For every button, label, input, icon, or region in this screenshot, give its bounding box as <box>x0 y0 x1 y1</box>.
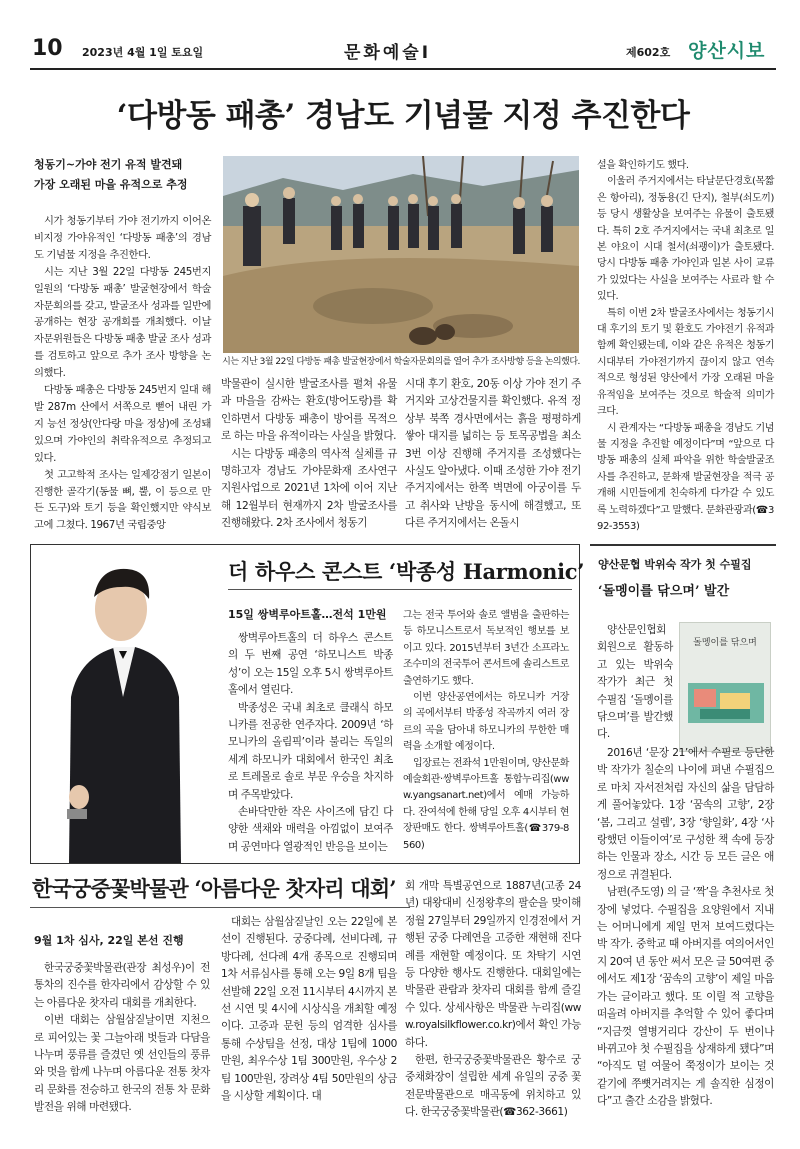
paragraph: 쌍벽루아트홀의 더 하우스 콘스트의 두 번째 공연 ‘하모니스트 박종성’이 오는 15일 오후 5시 쌍벽루아트홀에서 열린다. <box>228 632 393 697</box>
photo-caption: 시는 지난 3월 22일 다방동 패총 발굴현장에서 학술자문회의를 열어 추가 조사방향 등을 논의했다. <box>222 357 580 367</box>
paragraph: 그는 전국 투어와 솔로 앨범을 출판하는 등 하모니스트로서 독보적인 행보를 보이고 있다. 2015년부터 3년간 소프라노 조수미의 전국투어 콘서트에 솔리스트로 출연하기도 했다. <box>403 610 569 687</box>
paragraph: 한편, 한국궁중꽃박물관은 황수로 궁중채화장이 설립한 세계 유일의 궁중 꽃 전문박물관으로 매곡동에 위치하고 있다. 한국궁중꽃박물관(☎362-3661) <box>405 1054 581 1119</box>
excavation-photo <box>223 156 579 353</box>
concert-column-1 <box>228 630 393 856</box>
book-cover <box>679 622 771 752</box>
issue-number: 제602호 <box>626 46 671 59</box>
paragraph: 대회는 삼월삼짇날인 오는 22일에 본선이 진행된다. 궁중다례, 선비다례, 규방다례, 선다례 4개 종목으로 진행되며 1차 서류심사를 통해 오는 9일 8개 팀을 선발해 22일 오전 11시부터 4시까지 본선 시연 및 4시에 시상식을 개최할 예정이다. 고증과 문헌 등의 엄격한 심사를 통해 수상팀을 선정, 대상 1팀에 1000만원, 최우수상 1팀 300만원, 우수상 2팀 100만원, 장려상 4팀 50만원의 상금을 시상할 계획이다. 대 <box>221 916 397 1103</box>
paragraph: 이울러 주거지에서는 타날문단경호(목짧은 항아리), 정동용(긴 단지), 철부(쇠도끼) 등 당시 생활상을 보여주는 유물이 출토됐다. 특히 2호 주거지에서는 국내 최초로 일본 야요이 시대 철서(쇠괭이)가 출토됐다. 당시 다방동 패총 가야인과 일본 사이 교류가 있었다는 사실을 보여주는 사료라 할 수 있다. <box>597 176 774 303</box>
museum-column-1 <box>34 960 210 1117</box>
museum-subhead: 9월 1차 심사, 22일 본선 진행 <box>34 934 184 947</box>
issue-date: 2023년 4월 1일 토요일 <box>82 46 204 59</box>
masthead-rule <box>30 68 776 70</box>
lead-subhead: 청동기~가야 전기 유적 발견돼 <box>34 158 183 171</box>
book-subhead: 양산문협 박위숙 작가 첫 수필집 <box>598 558 752 571</box>
paragraph: 박종성은 국내 최초로 클래식 하모니카를 전공한 연주자다. 2009년 ‘하모니카의 올림픽’이라 불리는 독일의 세계 하모니카 대회에서 한국인 최초로 트레몰로 솔로 부문 우승을 차지하며 주목받았다. <box>228 701 393 801</box>
paragraph: 2016년 ‘문장 21’에서 수필로 등단한 박 작가가 칠순의 나이에 펴낸 수필집으로 마치 자서전처럼 자신의 삶을 담담하게 풀어놓았다. 1장 ‘꿈속의 고향’, 2장 ‘봄, 그리고 설렘’, 3장 ‘향일화’, 4장 ‘사랑했던 이들이여’로 구성한 책 속에 등장하는 인물과 장소, 시간 등 모든 글은 애정으로 귀결된다. <box>597 747 774 881</box>
paragraph: 입장료는 전좌석 1만원이며, 양산문화예술회관·쌍벽루아트홀 통합누리집(www.yangsanart.net)에서 예매 가능하다. 잔여석에 한해 당일 오후 4시부터 현장판매도 한다. 쌍벽루아트홀(☎379-8560) <box>403 757 569 851</box>
paragraph: 이번 양산공연에서는 하모니카 거장의 곡에서부터 박종성 작곡까지 여러 장르의 곡을 담아내 하모니카의 무한한 매력을 소개할 예정이다. <box>403 692 569 753</box>
paragraph: 양산문인협회 회원으로 활동하고 있는 박위숙 작가가 최근 첫 수필집 ‘돌멩이를 닦으며’를 발간했다. <box>597 624 673 741</box>
performer-photo <box>39 547 229 863</box>
paragraph: 시가 청동기부터 가야 전기까지 이어온 비지정 가야유적인 ‘다방동 패총’의 경남도 기념물 지정을 추진한다. <box>34 215 211 261</box>
book-column-1 <box>597 622 673 744</box>
museum-column-2 <box>221 914 397 1105</box>
lead-column-2 <box>221 376 397 533</box>
book-top-rule <box>590 544 776 546</box>
book-column-2 <box>597 745 774 1111</box>
lead-column-4 <box>597 158 774 535</box>
paragraph: 이번 대회는 삼월삼짇날이면 지천으로 피어있는 꽃 그늘아래 벗들과 다담을 나누며 풍류를 즐겼던 옛 선인들의 풍류와 멋을 함께 나누며 아름다운 전통 찻자리 문화를 전승하고 한국의 전통 차 문화 발전을 위해 마련됐다. <box>34 1014 210 1114</box>
museum-column-3 <box>405 878 581 1122</box>
museum-headline-rule <box>30 907 410 908</box>
lead-headline: ‘다방동 패총’ 경남도 기념물 지정 추진한다 <box>116 98 690 134</box>
concert-subhead: 15일 쌍벽루아트홀…전석 1만원 <box>228 608 387 621</box>
paragraph: 다방동 패총은 다방동 245번지 일대 해발 287m 산에서 서쪽으로 뻗어 내린 가지 능선 정상(안다랑 마을 정상)에 조성돼 있으며 가야인의 취락유적으로 추정되고 있다. <box>34 384 211 464</box>
lead-column-3 <box>405 376 581 533</box>
lead-subheads <box>34 155 187 195</box>
paragraph: 한국궁중꽃박물관(관장 최성우)이 전통차의 진수를 한자리에서 감상할 수 있는 아름다운 찻자리 대회를 개최한다. <box>34 962 210 1009</box>
paragraph: 시대 후기 환호, 20동 이상 가야 전기 주거지와 고상건물지를 확인했다. 유적 정상부 북쪽 경사면에서는 흙을 평평하게 쌓아 대지를 넓히는 등 토목공법을 최소 3번 이상 진행해 주거지를 조성했다는 사실도 알아냈다. 이때 조성한 가야 전기 주거지에서는 한쪽 벽면에 아궁이를 두고 취사와 난방을 동시에 해결했고, 또 다른 주거지에서는 온돌시 <box>405 378 581 530</box>
lead-subhead: 가장 오래된 마을 유적으로 추정 <box>34 178 188 191</box>
paragraph: 특히 이번 2차 발굴조사에서는 청동기시대 후기의 토기 및 환호도 가야전기 유적과 함께 확인됐는데, 이와 같은 유적은 청동기시대부터 가야전기까지 끊이지 않고 연속적으로 형성된 양산에서 가장 오래된 마을 유적임을 보여주는 것으로 학술적 의미가 크다. <box>597 307 774 418</box>
book-headline: ‘돌멩이를 닦으며’ 발간 <box>598 584 730 599</box>
paragraph: 손바닥만한 작은 사이즈에 담긴 다양한 색채와 매력을 아낌없이 보여주며 공연마다 열광적인 반응을 보이는 <box>228 806 393 853</box>
newspaper-logo: 양산시보 <box>688 40 766 62</box>
book-cover-title: 돌멩이를 닦으며 <box>693 638 757 648</box>
paragraph: 시는 지난 3월 22일 다방동 245번지 일원의 ‘다방동 패총’ 발굴현장에서 학술 자문회의를 갖고, 발굴조사 성과를 일반에 공개하는 현장 공개회를 개최했다. 이날 자문위원들은 다방동 패총 발굴 조사 성과를 검토하고 앞으로 추가 조사 방향을 논의했다. <box>34 265 211 380</box>
concert-headline-rule <box>228 589 572 590</box>
concert-column-2 <box>403 608 569 854</box>
paragraph: 회 개막 특별공연으로 1887년(고종 24년) 대왕대비 신정왕후의 팔순을 맞이해 정월 27일부터 29일까지 인경전에서 거행된 궁중 다례연을 고증한 재현해 진다례를 재현할 예정이다. 또 차탁기 시연 등 다양한 행사도 진행한다. 대회일에는 박물관 관람과 찻자리 대회를 함께 즐길 수 있다. 상세사항은 박물관 누리집(www.royalsilkflower.co.kr)에서 확인 가능하다. <box>405 880 581 1049</box>
lead-column-1 <box>34 213 211 534</box>
paragraph: 시 관계자는 “다방동 패총을 경남도 기념물 지정을 추진할 예정이다”며 “앞으로 다방동 패총의 실체 파악을 위한 학술발굴조사를 추진하고, 문화재 발굴현장을 적극 공개해 시민들에게 친숙하게 다가갈 수 있도록 노력하겠다”고 말했다. 문화관광과(☎392-3553) <box>597 422 774 532</box>
paragraph: 첫 고고학적 조사는 일제강점기 일본이 진행한 골각기(동물 뼈, 뿔, 이 등으로 만든 도구)와 토기 등을 확인했지만 약식보고에 그쳤다. 1967년 국립중앙 <box>34 468 211 532</box>
paragraph: 설을 확인하기도 했다. <box>597 160 689 171</box>
section-title: 문화예술Ⅰ <box>344 43 432 63</box>
paragraph: 박물관이 실시한 발굴조사를 펼쳐 유물과 마을을 감싸는 환호(방어도랑)를 확인하면서 다방동 패총이 방어를 목적으로 하는 마을 유적이라는 사실을 밝혔다. <box>221 378 397 443</box>
page-number: 10 <box>32 36 63 61</box>
paragraph: 남편(주도영) 의 글 ‘짝’을 추천사로 첫 장에 넣었다. 수필집을 요양원에서 지내는 어머니에게 제일 먼저 보여드렸다는 박 작가. 중학교 때 아버지를 여의어서인지 20여 년 동안 써서 모은 글 50여편 중에서도 제1장 ‘꿈속의 고향’이 제일 마음가는 글이라고 했다. 또 이릴 적 고향을 떠올려 아버지를 추억할 수 있어 좋다며 “지금껏 열병거리다 강산이 두 번이나 바뀌고야 첫 수필집을 상재하게 됐다”며 “아직도 덜 여물어 쭉정이가 보이는 것 같기에 쭈뼛거려지는 게 솔직한 심정이다”고 출간 소감을 밝혔다. <box>597 886 774 1108</box>
concert-headline: 더 하우스 콘스트 ‘박종성 Harmonic’ <box>228 559 585 584</box>
museum-headline: 한국궁중꽃박물관 ‘아름다운 찻자리 대회’ <box>32 876 396 901</box>
paragraph: 시는 다방동 패총의 역사적 실체를 규명하고자 경남도 가야문화재 조사연구 지원사업으로 2021년 1차에 이어 지난해 12월부터 현재까지 2차 발굴조사를 진행해왔다. 2차 조사에서 청동기 <box>221 447 397 530</box>
